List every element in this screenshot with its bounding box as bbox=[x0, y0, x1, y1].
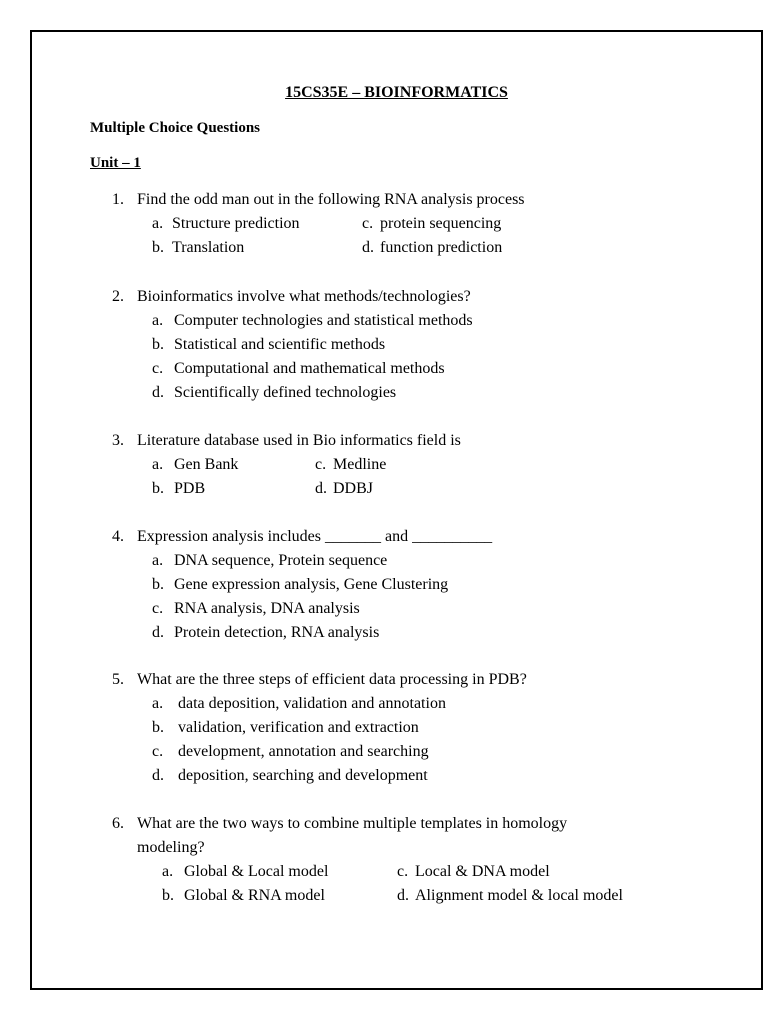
question-5 bbox=[112, 668, 672, 788]
option-label: a. bbox=[152, 456, 164, 473]
option-text: development, annotation and searching bbox=[178, 743, 429, 760]
option-text: DNA sequence, Protein sequence bbox=[174, 552, 388, 569]
option-text: Structure prediction bbox=[172, 215, 300, 232]
question-2 bbox=[112, 285, 672, 405]
option-text: Gene expression analysis, Gene Clustering bbox=[174, 576, 449, 593]
option-text: validation, verification and extraction bbox=[178, 719, 419, 736]
document-subtitle: Multiple Choice Questions bbox=[90, 120, 261, 136]
option-label: c. bbox=[152, 600, 164, 617]
option-text: Local & DNA model bbox=[415, 863, 550, 880]
question-text: What are the two ways to combine multiple templates in homology modeling? bbox=[137, 815, 568, 856]
option-text: Protein detection, RNA analysis bbox=[174, 624, 380, 641]
option-text: Statistical and scientific methods bbox=[174, 336, 386, 353]
question-1 bbox=[112, 188, 672, 260]
question-3 bbox=[112, 429, 672, 501]
option-label: b. bbox=[152, 576, 164, 593]
option-label: d. bbox=[397, 887, 409, 904]
option-label: d. bbox=[315, 480, 327, 497]
option-text: Gen Bank bbox=[174, 456, 239, 473]
option-text: Global & Local model bbox=[184, 863, 329, 880]
unit-heading: Unit – 1 bbox=[90, 155, 141, 171]
question-text: Find the odd man out in the following RNA analysis process bbox=[137, 191, 525, 208]
option-text: data deposition, validation and annotation bbox=[178, 695, 446, 712]
option-label: c. bbox=[397, 863, 409, 880]
question-text: Literature database used in Bio informatics field is bbox=[137, 432, 461, 449]
option-text: protein sequencing bbox=[380, 215, 502, 232]
question-text: Expression analysis includes _______ and __________ bbox=[137, 528, 493, 545]
document-title: 15CS35E – BIOINFORMATICS bbox=[285, 84, 508, 101]
option-text: PDB bbox=[174, 480, 206, 497]
question-number: 2. bbox=[112, 288, 124, 305]
option-text: DDBJ bbox=[333, 480, 374, 497]
option-label: a. bbox=[152, 312, 164, 329]
question-text: Bioinformatics involve what methods/technologies? bbox=[137, 288, 471, 305]
option-label: b. bbox=[152, 480, 164, 497]
question-6 bbox=[112, 812, 632, 908]
question-number: 3. bbox=[112, 432, 124, 449]
option-text: Computer technologies and statistical methods bbox=[174, 312, 473, 329]
question-number: 5. bbox=[112, 671, 124, 688]
question-number: 4. bbox=[112, 528, 124, 545]
option-text: RNA analysis, DNA analysis bbox=[174, 600, 360, 617]
option-label: c. bbox=[315, 456, 327, 473]
option-label: a. bbox=[162, 863, 174, 880]
option-text: deposition, searching and development bbox=[178, 767, 428, 784]
option-label: d. bbox=[152, 384, 164, 401]
option-label: a. bbox=[152, 215, 164, 232]
option-label: b. bbox=[152, 239, 164, 256]
option-label: b. bbox=[162, 887, 174, 904]
option-text: function prediction bbox=[380, 239, 503, 256]
option-label: a. bbox=[152, 695, 164, 712]
option-label: d. bbox=[152, 624, 164, 641]
option-label: c. bbox=[152, 360, 164, 377]
option-label: a. bbox=[152, 552, 164, 569]
option-text: Alignment model & local model bbox=[415, 887, 623, 904]
question-number: 6. bbox=[112, 815, 124, 832]
option-label: c. bbox=[152, 743, 164, 760]
option-label: b. bbox=[152, 336, 164, 353]
option-text: Scientifically defined technologies bbox=[174, 384, 397, 401]
document-page bbox=[30, 30, 763, 990]
option-label: b. bbox=[152, 719, 164, 736]
option-text: Computational and mathematical methods bbox=[174, 360, 445, 377]
option-label: d. bbox=[152, 767, 164, 784]
option-label: d. bbox=[362, 239, 374, 256]
option-text: Translation bbox=[172, 239, 245, 256]
option-text: Medline bbox=[333, 456, 387, 473]
option-label: c. bbox=[362, 215, 374, 232]
option-text: Global & RNA model bbox=[184, 887, 325, 904]
question-text: What are the three steps of efficient data processing in PDB? bbox=[137, 671, 527, 688]
question-4 bbox=[112, 525, 672, 645]
question-number: 1. bbox=[112, 191, 124, 208]
